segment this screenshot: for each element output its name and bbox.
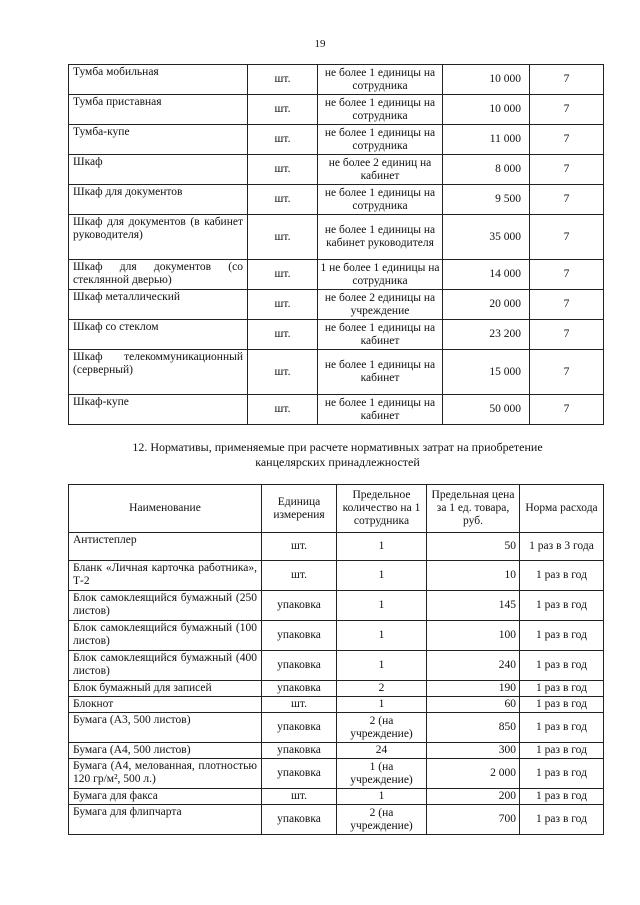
cell-qty: 1	[337, 789, 427, 805]
cell-qty: 1	[337, 697, 427, 713]
cell-price: 60	[427, 697, 520, 713]
cell-price: 8 000	[443, 155, 530, 185]
cell-unit: шт.	[248, 65, 318, 95]
cell-name: Шкаф металлический	[69, 290, 248, 320]
table-row	[69, 65, 604, 95]
table-row	[69, 713, 604, 743]
cell-qty: 1 (на учреждение)	[337, 759, 427, 789]
page-number: 19	[314, 38, 326, 50]
table-row	[69, 185, 604, 215]
cell-name: Тумба-купе	[69, 125, 248, 155]
header-unit: Единица измерения	[262, 485, 337, 533]
cell-name: Шкаф-купе	[69, 395, 248, 425]
cell-limit: не более 1 единицы на кабинет	[318, 395, 443, 425]
cell-norm: 1 раз в год	[520, 681, 604, 697]
cell-name: Бумага (А4, мелованная, плотностью 120 гр/м², 500 л.)	[69, 759, 262, 789]
cell-qty: 2	[337, 681, 427, 697]
cell-qty: 1	[337, 533, 427, 561]
cell-name: Шкаф телекоммуникационный (серверный)	[69, 350, 248, 395]
cell-price: 10 000	[443, 95, 530, 125]
table-row	[69, 350, 604, 395]
cell-unit: шт.	[248, 290, 318, 320]
cell-norm: 1 раз в год	[520, 713, 604, 743]
cell-unit: упаковка	[262, 621, 337, 651]
cell-name: Блок самоклеящийся бумажный (400 листов)	[69, 651, 262, 681]
table-row	[69, 591, 604, 621]
cell-norm: 1 раз в год	[520, 651, 604, 681]
cell-limit: не более 1 единицы на сотрудника	[318, 125, 443, 155]
table-row	[69, 320, 604, 350]
cell-norm: 1 раз в год	[520, 805, 604, 835]
table-row	[69, 155, 604, 185]
cell-qty: 1	[337, 591, 427, 621]
table-row	[69, 561, 604, 591]
cell-price: 190	[427, 681, 520, 697]
cell-qty: 1	[337, 561, 427, 591]
cell-limit: не более 1 единицы на кабинет	[318, 350, 443, 395]
cell-name: Бумага для флипчарта	[69, 805, 262, 835]
table-row	[69, 621, 604, 651]
cell-unit: шт.	[248, 95, 318, 125]
stationery-table	[68, 484, 604, 835]
cell-years: 7	[530, 320, 604, 350]
cell-price: 850	[427, 713, 520, 743]
cell-unit: упаковка	[262, 759, 337, 789]
cell-qty: 2 (на учреждение)	[337, 713, 427, 743]
cell-years: 7	[530, 185, 604, 215]
cell-unit: шт.	[262, 697, 337, 713]
cell-name: Шкаф для документов	[69, 185, 248, 215]
cell-name: Блокнот	[69, 697, 262, 713]
cell-limit: не более 1 единицы на сотрудника	[318, 65, 443, 95]
table-row	[69, 743, 604, 759]
cell-qty: 2 (на учреждение)	[337, 805, 427, 835]
cell-limit: не более 2 единиц на кабинет	[318, 155, 443, 185]
cell-price: 50	[427, 533, 520, 561]
cell-name: Блок бумажный для записей	[69, 681, 262, 697]
cell-price: 15 000	[443, 350, 530, 395]
cell-name: Блок самоклеящийся бумажный (100 листов)	[69, 621, 262, 651]
cell-price: 240	[427, 651, 520, 681]
cell-unit: упаковка	[262, 651, 337, 681]
cell-unit: упаковка	[262, 681, 337, 697]
section-heading-line2: канцелярских принадлежностей	[255, 455, 420, 469]
cell-years: 7	[530, 155, 604, 185]
cell-unit: шт.	[248, 395, 318, 425]
cell-price: 35 000	[443, 215, 530, 260]
header-norm: Норма расхода	[520, 485, 604, 533]
cell-unit: упаковка	[262, 713, 337, 743]
cell-years: 7	[530, 290, 604, 320]
cell-price: 300	[427, 743, 520, 759]
cell-years: 7	[530, 125, 604, 155]
table-row	[69, 681, 604, 697]
cell-years: 7	[530, 215, 604, 260]
cell-name: Шкаф	[69, 155, 248, 185]
table-row	[69, 789, 604, 805]
section-heading-line1: 12. Нормативы, применяемые при расчете нормативных затрат на приобретение	[132, 440, 543, 454]
cell-qty: 24	[337, 743, 427, 759]
cell-name: Тумба приставная	[69, 95, 248, 125]
section-heading	[100, 440, 575, 470]
cell-limit: не более 1 единицы на сотрудника	[318, 185, 443, 215]
cell-name: Бумага (А4, 500 листов)	[69, 743, 262, 759]
cell-norm: 1 раз в год	[520, 759, 604, 789]
cell-price: 2 000	[427, 759, 520, 789]
cell-years: 7	[530, 350, 604, 395]
cell-norm: 1 раз в год	[520, 561, 604, 591]
table-row	[69, 95, 604, 125]
cell-qty: 1	[337, 651, 427, 681]
cell-years: 7	[530, 395, 604, 425]
cell-unit: упаковка	[262, 591, 337, 621]
cell-unit: шт.	[262, 789, 337, 805]
table-row	[69, 697, 604, 713]
furniture-table	[68, 64, 604, 425]
cell-unit: шт.	[262, 561, 337, 591]
table-row	[69, 395, 604, 425]
cell-name: Блок самоклеящийся бумажный (250 листов)	[69, 591, 262, 621]
cell-unit: шт.	[248, 185, 318, 215]
table-row	[69, 125, 604, 155]
cell-name: Бумага (А3, 500 листов)	[69, 713, 262, 743]
cell-unit: шт.	[248, 260, 318, 290]
table-row	[69, 805, 604, 835]
cell-name: Бумага для факса	[69, 789, 262, 805]
cell-price: 10	[427, 561, 520, 591]
cell-price: 14 000	[443, 260, 530, 290]
table-row	[69, 533, 604, 561]
cell-limit: не более 1 единицы на кабинет	[318, 320, 443, 350]
cell-price: 50 000	[443, 395, 530, 425]
table-row	[69, 290, 604, 320]
cell-unit: упаковка	[262, 805, 337, 835]
cell-name: Бланк «Личная карточка работника», Т-2	[69, 561, 262, 591]
cell-limit: не более 1 единицы на кабинет руководителя	[318, 215, 443, 260]
cell-name: Шкаф со стеклом	[69, 320, 248, 350]
cell-years: 7	[530, 65, 604, 95]
cell-price: 10 000	[443, 65, 530, 95]
cell-unit: шт.	[248, 350, 318, 395]
cell-unit: упаковка	[262, 743, 337, 759]
cell-name: Шкаф для документов (со стеклянной дверью)	[69, 260, 248, 290]
header-name: Наименование	[69, 485, 262, 533]
cell-norm: 1 раз в год	[520, 591, 604, 621]
cell-years: 7	[530, 95, 604, 125]
cell-unit: шт.	[248, 125, 318, 155]
cell-norm: 1 раз в год	[520, 697, 604, 713]
cell-limit: не более 1 единицы на сотрудника	[318, 95, 443, 125]
cell-price: 23 200	[443, 320, 530, 350]
cell-name: Шкаф для документов (в кабинет руководителя)	[69, 215, 248, 260]
cell-name: Тумба мобильная	[69, 65, 248, 95]
header-qty: Предельное количество на 1 сотрудника	[337, 485, 427, 533]
cell-years: 7	[530, 260, 604, 290]
cell-qty: 1	[337, 621, 427, 651]
cell-price: 200	[427, 789, 520, 805]
cell-price: 145	[427, 591, 520, 621]
cell-norm: 1 раз в год	[520, 743, 604, 759]
cell-unit: шт.	[248, 155, 318, 185]
cell-name: Антистеплер	[69, 533, 262, 561]
cell-unit: шт.	[248, 215, 318, 260]
cell-unit: шт.	[262, 533, 337, 561]
cell-limit: не более 2 единицы на учреждение	[318, 290, 443, 320]
table-row	[69, 759, 604, 789]
cell-price: 11 000	[443, 125, 530, 155]
cell-limit: 1 не более 1 единицы на сотрудника	[318, 260, 443, 290]
cell-norm: 1 раз в год	[520, 789, 604, 805]
table-header-row	[69, 485, 604, 533]
cell-norm: 1 раз в год	[520, 621, 604, 651]
cell-price: 20 000	[443, 290, 530, 320]
cell-price: 9 500	[443, 185, 530, 215]
header-price: Предельная цена за 1 ед. товара, руб.	[427, 485, 520, 533]
cell-unit: шт.	[248, 320, 318, 350]
cell-norm: 1 раз в 3 года	[520, 533, 604, 561]
table-row	[69, 215, 604, 260]
table-row	[69, 260, 604, 290]
cell-price: 100	[427, 621, 520, 651]
cell-price: 700	[427, 805, 520, 835]
table-row	[69, 651, 604, 681]
